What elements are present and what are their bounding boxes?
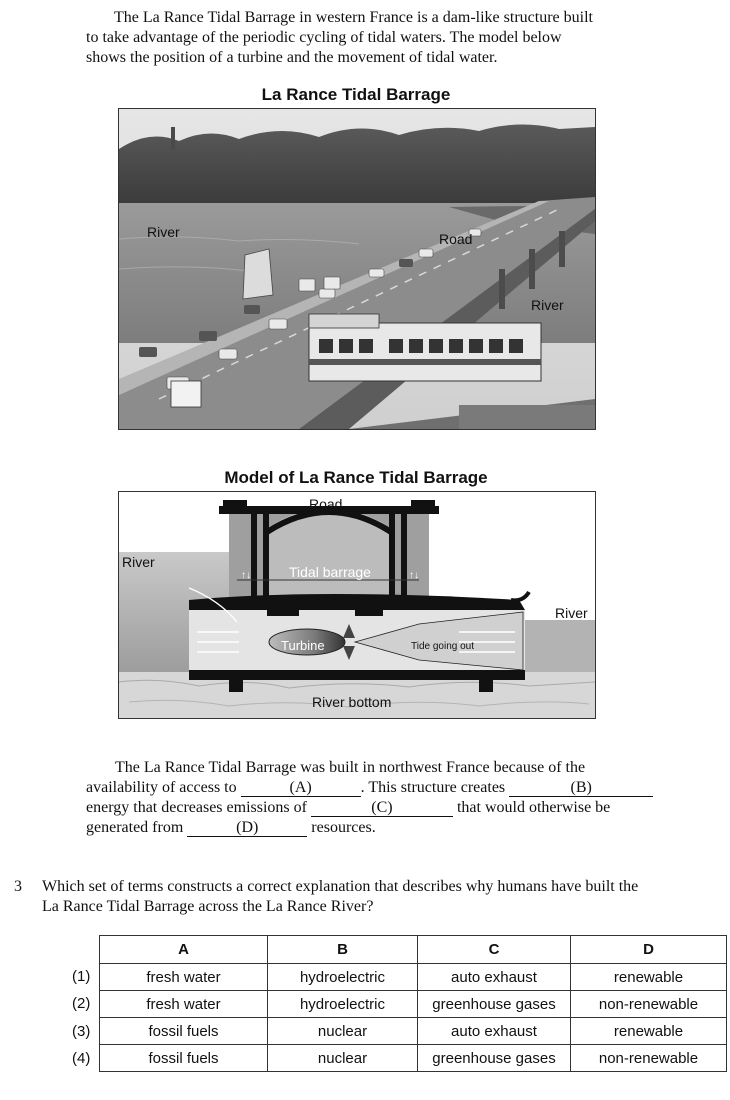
table-row[interactable] [100,964,727,991]
model-label-river-bottom: River bottom [312,694,392,710]
table-cell: auto exhaust [418,964,571,991]
blank-c: (C) [311,799,453,817]
question-text [42,877,702,917]
model-label-river-left: River [122,554,155,570]
table-cell: fossil fuels [100,1045,268,1072]
intro-line-1: The La Rance Tidal Barrage in western France is a dam-like structure built [114,9,593,26]
table-row[interactable] [100,1018,727,1045]
question-line-1: Which set of terms constructs a correct explanation that describes why humans have built the [42,878,639,895]
column-header-c: C [418,936,571,964]
choice-number: (1) [72,968,91,985]
table-cell: fossil fuels [100,1018,268,1045]
para-line-4 [86,818,676,838]
table-cell: nuclear [268,1018,418,1045]
choice-number: (2) [72,995,91,1012]
model-label-river-right: River [555,605,588,621]
model-label-turbine: Turbine [281,638,325,653]
column-header-b: B [268,936,418,964]
intro-line-2: to take advantage of the periodic cycling of tidal waters. The model below [86,29,562,46]
choice-number: (4) [72,1050,91,1067]
column-header-d: D [571,936,727,964]
model-label-road: Road [309,496,343,512]
answer-table [99,935,727,1072]
question-number: 3 [14,878,22,895]
barrage-model-graphic [119,492,595,718]
table-cell: renewable [571,1018,727,1045]
model-label-tide: Tide going out [411,641,475,652]
para-line-3 [86,798,676,818]
para-text-3b: that would otherwise be [456,799,611,816]
fill-in-paragraph [86,758,676,838]
barrage-photo [118,108,596,430]
intro-paragraph [86,8,632,68]
table-cell: hydroelectric [268,964,418,991]
svg-text:↑↓: ↑↓ [241,570,251,581]
choice-number: (3) [72,1023,91,1040]
table-cell: renewable [571,964,727,991]
table-row[interactable] [100,1045,727,1072]
para-text-3a: energy that decreases emissions of [86,799,307,816]
model-label-tidal-barrage: Tidal barrage [289,564,371,580]
table-cell: auto exhaust [418,1018,571,1045]
para-text-2a: availability of access to [86,779,237,796]
para-line-2 [86,778,676,798]
photo-title: La Rance Tidal Barrage [261,85,451,104]
para-line-1: The La Rance Tidal Barrage was built in northwest France because of the [115,759,586,776]
table-cell: greenhouse gases [418,1045,571,1072]
svg-text:↑↓: ↑↓ [409,570,419,581]
table-cell: greenhouse gases [418,991,571,1018]
photo-label-river-right: River [531,297,564,313]
table-cell: nuclear [268,1045,418,1072]
table-cell: non-renewable [571,991,727,1018]
photo-label-river-left: River [147,224,180,240]
barrage-model [118,491,596,719]
table-cell: fresh water [100,964,268,991]
table-row[interactable] [100,991,727,1018]
para-text-2b: . This structure creates [360,779,506,796]
para-text-4b: resources. [311,819,376,836]
para-text-4a: generated from [86,819,184,836]
blank-d: (D) [187,819,307,837]
table-cell: hydroelectric [268,991,418,1018]
model-title: Model of La Rance Tidal Barrage [224,468,488,487]
barrage-photo-graphic [119,109,595,429]
table-cell: non-renewable [571,1045,727,1072]
table-header-row [100,936,727,964]
blank-a: (A) [241,779,361,797]
blank-b: (B) [509,779,653,797]
photo-label-road: Road [439,231,473,247]
column-header-a: A [100,936,268,964]
intro-line-3: shows the position of a turbine and the movement of tidal water. [86,49,498,66]
table-cell: fresh water [100,991,268,1018]
question-line-2: La Rance Tidal Barrage across the La Rance River? [42,898,374,915]
